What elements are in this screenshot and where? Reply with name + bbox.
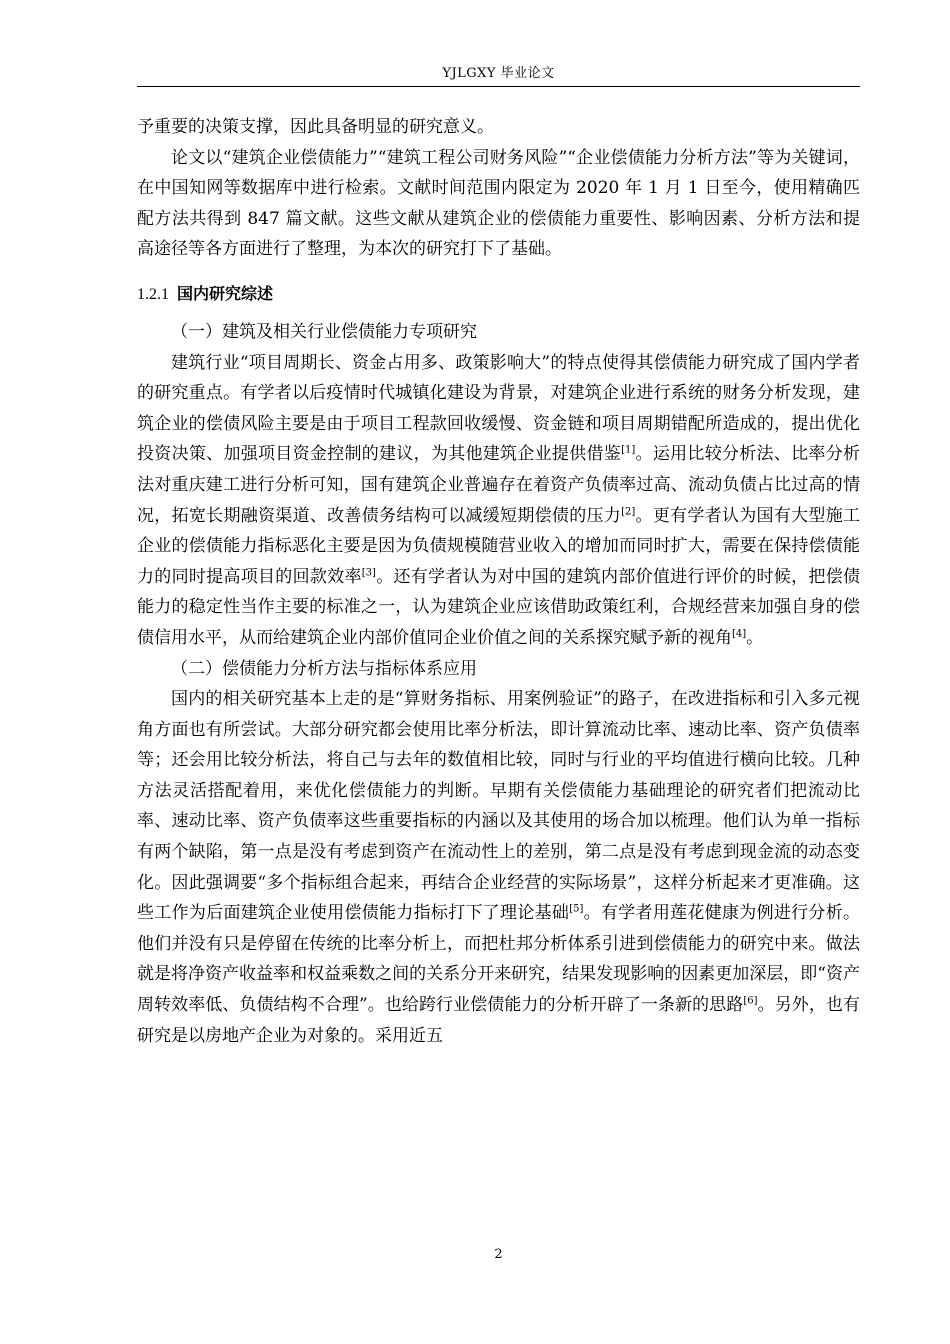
header-rule xyxy=(137,86,860,87)
section-number: 1.2.1 xyxy=(137,285,169,303)
section-heading xyxy=(137,279,860,310)
paragraph-3-text-1: 建筑行业“项目周期长、资金占用多、政策影响大”的特点使得其偿债能力研究成了国内学者的研究重点。有学者以后疫情时代城镇化建设为背景，对建筑企业进行系统的财务分析发现，建筑企业的偿债风险主要是由于项目工程款回收缓慢、资金链和项目周期错配所造成的，提出优化投资决策、加强项目资金控制的建议，为其他建筑企业提供借鉴 xyxy=(137,352,860,465)
citation-1: [1] xyxy=(621,444,636,456)
citation-5: [5] xyxy=(569,903,584,915)
citation-4: [4] xyxy=(732,628,747,640)
paragraph-3-text-3: 。更有学者认为国有大型施工企业的偿债能力指标恶化主要是因为负债规模随营业收入的增加而同时扩大，需要在保持偿债能力的同时提高项目的回款效率 xyxy=(137,505,861,587)
citation-6: [6] xyxy=(743,995,758,1007)
paragraph-1: 予重要的决策支撑，因此具备明显的研究意义。 xyxy=(137,117,494,137)
page-header: YJLGXY 毕业论文 xyxy=(442,66,555,81)
paragraph-4-text-2: 。有学者用莲花健康为例进行分析。他们并没有只是停留在传统的比率分析上，而把杜邦分析体系引进到偿债能力的研究中来。做法就是将净资产收益率和权益乘数之间的关系分开来研究，结果发现影响的因素更加深层，即“资产周转效率低、负债结构不合理”。也给跨行业偿债能力的分析开辟了一条新的思路 xyxy=(137,903,861,1016)
document-body xyxy=(137,112,860,1051)
paragraph-3-text-4: 。还有学者认为对中国的建筑内部价值进行评价的时候，把偿债能力的稳定性当作主要的标准之一，认为建筑企业应该借助政策红利，合规经营来加强自身的偿债信用水平，从而给建筑企业内部价值同企业价值之间的关系探究赋予新的视角 xyxy=(137,566,860,648)
subheading-1: （一）建筑及相关行业偿债能力专项研究 xyxy=(171,321,477,342)
paragraph-3 xyxy=(137,348,860,654)
paragraph-4 xyxy=(137,684,860,1051)
paragraph-3-text-2: 。运用比较分析法、比率分析法对重庆建工进行分析可知，国有建筑企业普遍存在着资产负债率过高、流动负债占比过高的情况，拓宽长期融资渠道、改善债务结构可以减缓短期偿债的压力 xyxy=(137,444,861,526)
page-number: 2 xyxy=(494,1247,503,1262)
section-title: 国内研究综述 xyxy=(177,283,274,303)
paragraph-4-text-1: 国内的相关研究基本上走的是“算财务指标、用案例验证”的路子，在改进指标和引入多元视角方面也有所尝试。大部分研究都会使用比率分析法，即计算流动比率、速动比率、资产负债率等；还会用比较分析法，将自己与去年的数值相比较，同时与行业的平均值进行横向比较。几种方法灵活搭配着用，来优化偿债能力的判断。早期有关偿债能力基础理论的研究者们把流动比率、速动比率、资产负债率这些重要指标的内涵以及其使用的场合加以梳理。他们认为单一指标有两个缺陷，第一点是没有考虑到资产在流动性上的差别，第二点是没有考虑到现金流的动态变化。因此强调要“多个指标组合起来，再结合企业经营的实际场景”，这样分析起来才更准确。这些工作为后面建筑企业使用偿债能力指标打下了理论基础 xyxy=(137,689,860,924)
citation-2: [2] xyxy=(621,505,636,517)
citation-3: [3] xyxy=(361,567,376,579)
paragraph-4-text-3: 。另外，也有研究是以房地产企业为对象的。采用近五 xyxy=(137,995,860,1046)
subheading-2: （二）偿债能力分析方法与指标体系应用 xyxy=(171,658,477,679)
paragraph-3-text-5: 。 xyxy=(746,627,764,648)
paragraph-2: 论文以“建筑企业偿债能力”“建筑工程公司财务风险”“企业偿债能力分析方法”等为关键词，在中国知网等数据库中进行检索。文献时间范围内限定为 2020 年 1 月 1 日至今，使用精确匹配方法共得到 847 篇文献。这些文献从建筑企业的偿债能力重要性、影响因素、分析方法和提高途径等各方面进行了整理，为本次的研究打下了基础。 xyxy=(137,147,860,260)
